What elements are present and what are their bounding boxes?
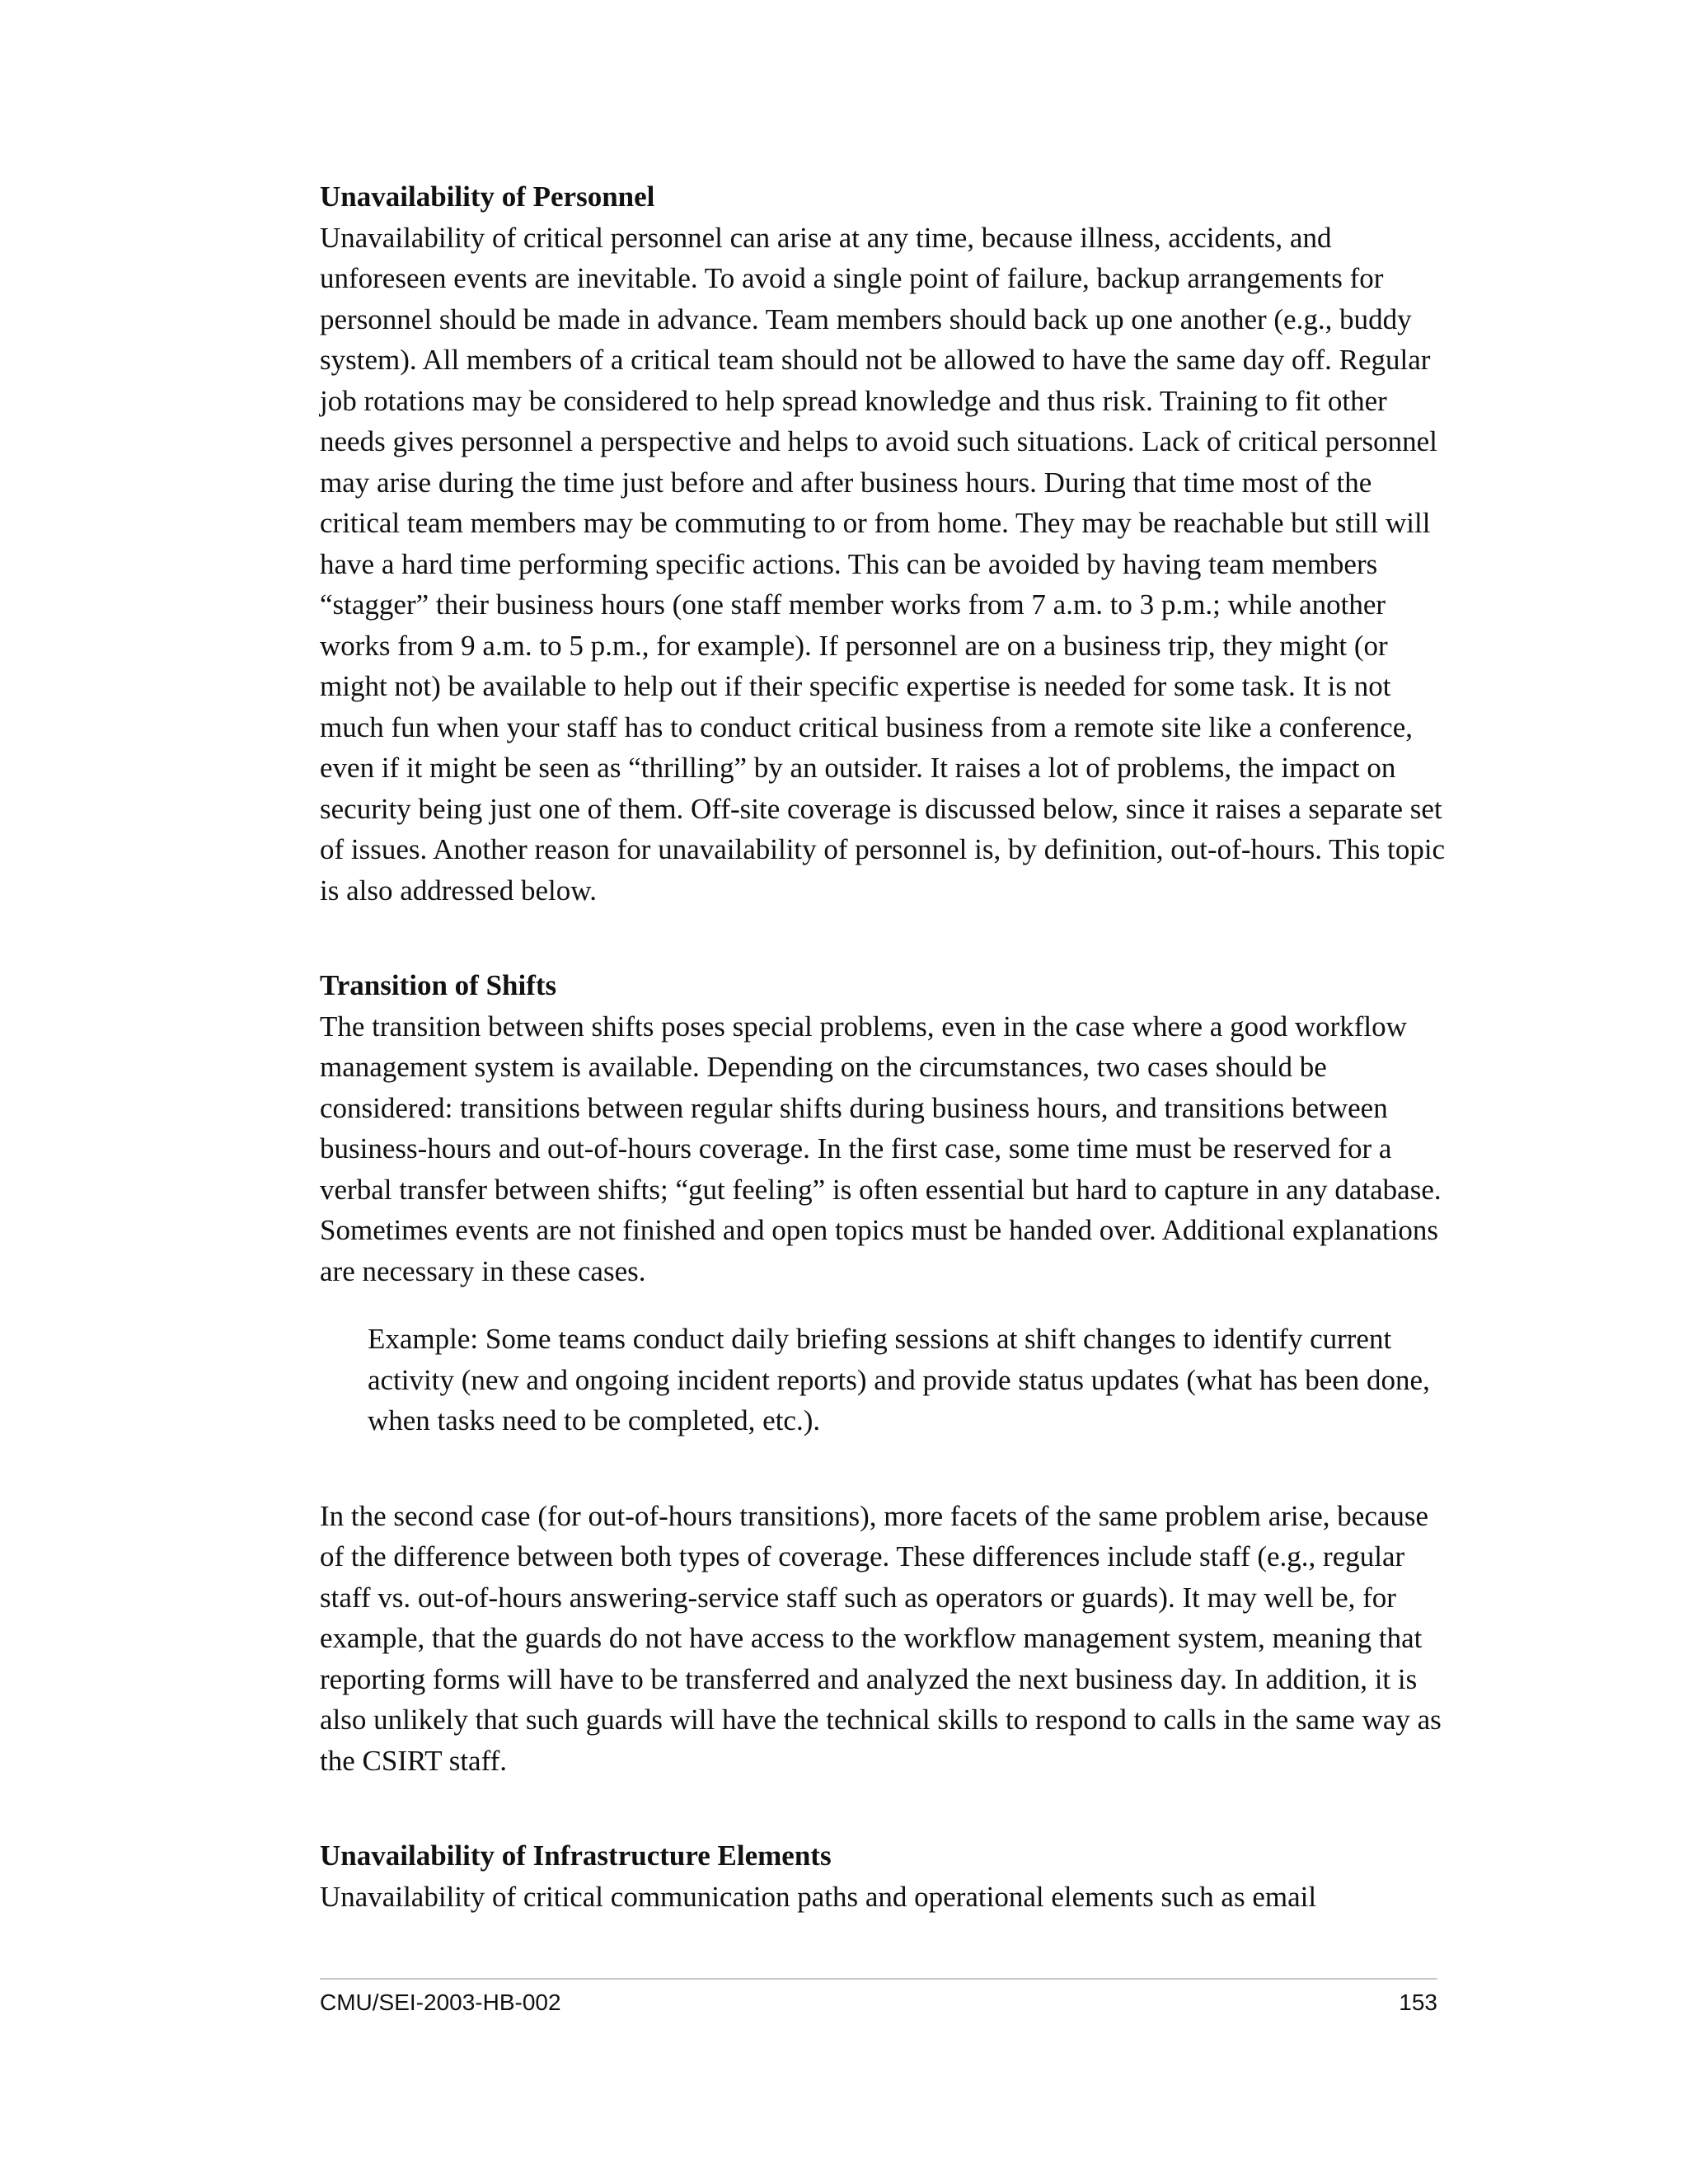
section-unavailability-of-personnel bbox=[320, 176, 1451, 911]
section-heading: Unavailability of Infrastructure Elements bbox=[320, 1840, 832, 1872]
section-unavailability-of-infrastructure bbox=[320, 1835, 1451, 1917]
section-paragraph: Unavailability of critical communication paths and operational elements such as email bbox=[320, 1880, 1317, 1913]
page-content bbox=[320, 176, 1451, 1917]
section-paragraph: In the second case (for out-of-hours transitions), more facets of the same problem arise, because of the difference between both types of coverage. These differences include staff (e.g., regular staff vs. out-of-hours answering-service staff such as operators or guards). It may well be, for example, that the guards do not have access to the workflow management system, meaning that reporting forms will have to be transferred and analyzed the next business day. In addition, it is also unlikely that such guards will have the technical skills to respond to calls in the same way as the CSIRT staff. bbox=[320, 1499, 1442, 1777]
footer-divider bbox=[320, 1978, 1437, 1980]
section-paragraph: Unavailability of critical personnel can arise at any time, because illness, accidents, and unforeseen events are inevitable. To avoid a single point of failure, backup arrangements for personnel should be made in advance. Team members should back up one another (e.g., buddy system). All members of a critical team should not be allowed to have the same day off. Regular job rotations may be considered to help spread knowledge and thus risk. Training to fit other needs gives personnel a perspective and helps to avoid such situations. Lack of critical personnel may arise during the time just before and after business hours. During that time most of the critical team members may be commuting to or from home. They may be reachable but still will have a hard time performing specific actions. This can be avoided by having team members “stagger” their business hours (one staff member works from 7 a.m. to 3 p.m.; while another works from 9 a.m. to 5 p.m., for example). If personnel are on a business trip, they might (or might not) be available to help out if their specific expertise is needed for some task. It is not much fun when your staff has to conduct critical business from a remote site like a conference, even if it might be seen as “thrilling” by an outsider. It raises a lot of problems, the impact on security being just one of them. Off-site coverage is discussed below, since it raises a separate set of issues. Another reason for unavailability of personnel is, by definition, out-of-hours. This topic is also addressed below. bbox=[320, 221, 1446, 907]
section-transition-of-shifts bbox=[320, 965, 1451, 1781]
section-heading: Unavailability of Personnel bbox=[320, 180, 655, 213]
spacer bbox=[320, 1781, 1451, 1835]
section-heading: Transition of Shifts bbox=[320, 969, 557, 1001]
footer-page-number: 153 bbox=[1399, 1990, 1437, 2015]
spacer bbox=[320, 911, 1451, 965]
spacer bbox=[320, 1441, 1451, 1496]
spacer bbox=[320, 1291, 1451, 1319]
example-block: Example: Some teams conduct daily briefing sessions at shift changes to identify current activity (new and ongoing incident reports) and provide status updates (what has been done, when tasks need to be completed, etc.). bbox=[368, 1323, 1430, 1436]
section-paragraph: The transition between shifts poses special problems, even in the case where a good workflow management system is available. Depending on the circumstances, two cases should be considered: transitions between regular shifts during business hours, and transitions between business-hours and out-of-hours coverage. In the first case, some time must be reserved for a verbal transfer between shifts; “gut feeling” is often essential but hard to capture in any database. Sometimes events are not finished and open topics must be handed over. Additional explanations are necessary in these cases. bbox=[320, 1010, 1442, 1287]
footer-document-id: CMU/SEI-2003-HB-002 bbox=[320, 1990, 561, 2015]
